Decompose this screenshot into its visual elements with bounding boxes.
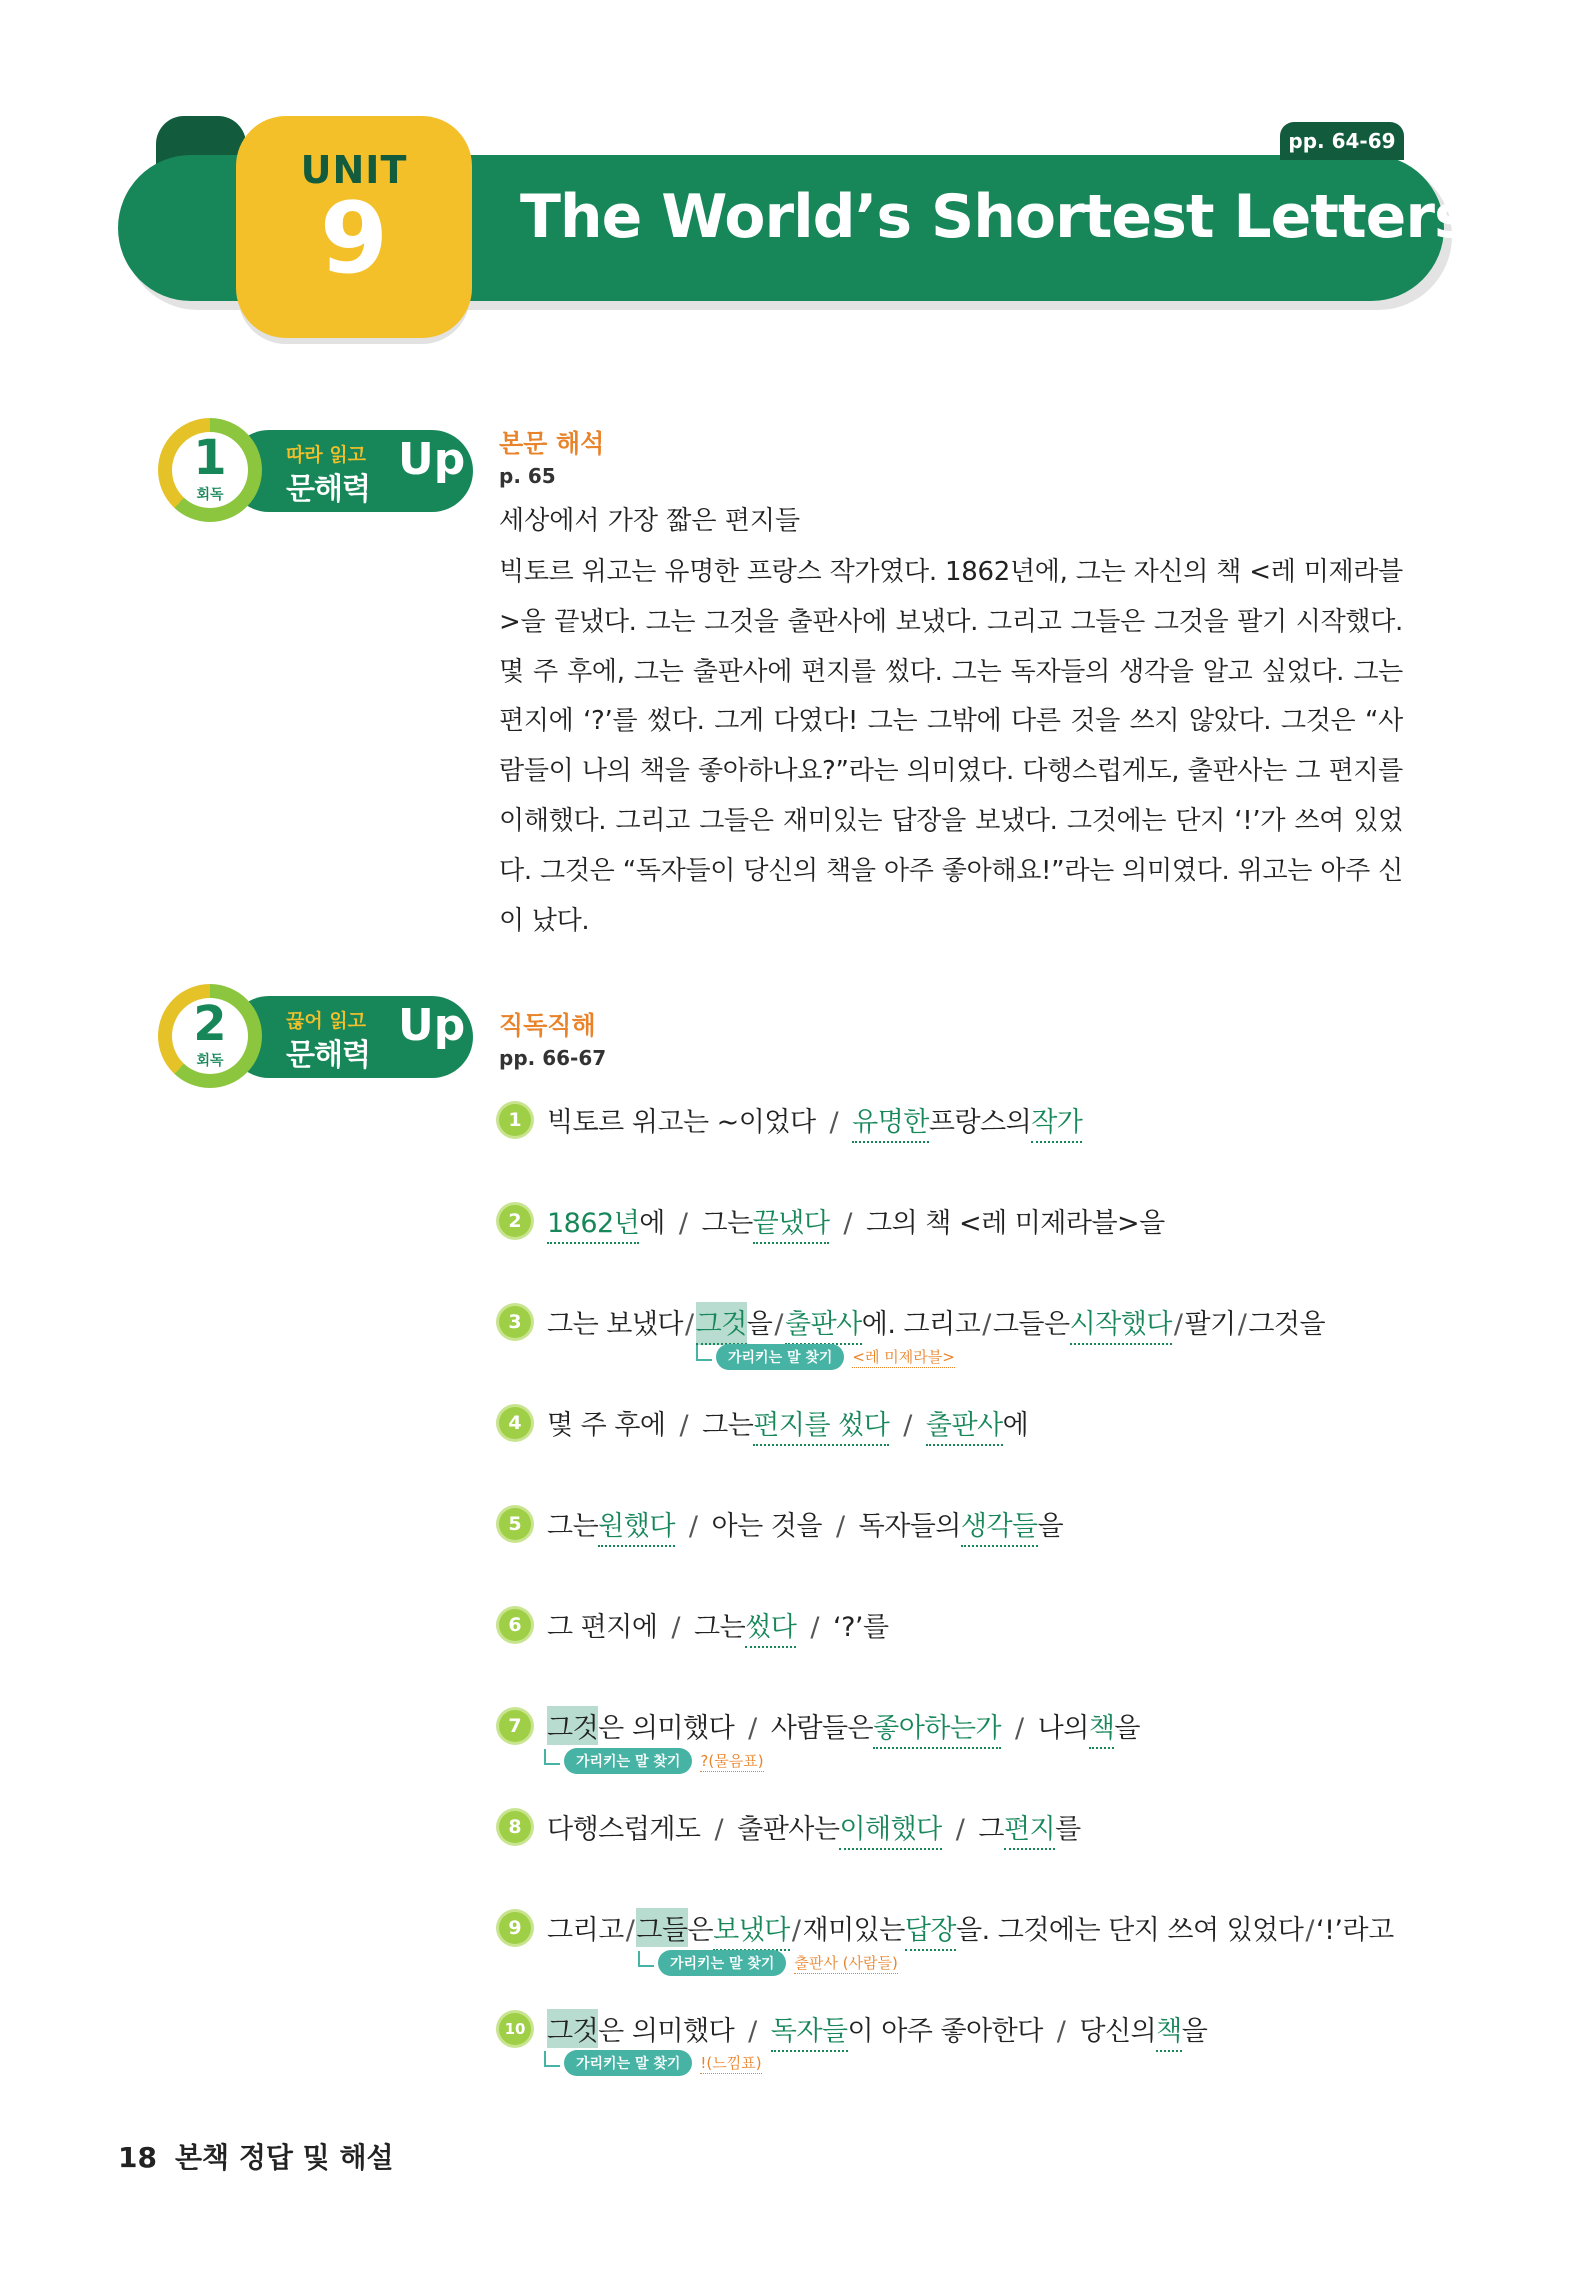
section2-pages: pp. 66-67 (499, 1046, 607, 1070)
chunk-text: 그는 (701, 1208, 753, 1239)
section2-heading: 직독직해 (499, 1011, 596, 1040)
slash-separator: / (1015, 1713, 1024, 1744)
chunk-text: 재미있는 (802, 1915, 905, 1946)
chunk-text: 독자들의 (858, 1511, 961, 1542)
arrow-icon (544, 1749, 560, 1765)
key-word: 책 (1156, 2009, 1182, 2052)
key-word: 1862년 (547, 1201, 639, 1244)
slash-separator: / (791, 1915, 801, 1946)
chunk-text: 이 아주 좋아한다 (847, 2016, 1043, 2047)
key-word: 작가 (1031, 1100, 1082, 1143)
chunk-text: 에 (1002, 1410, 1029, 1441)
chunk-text: 빅토르 위고는 ~이었다 (547, 1107, 816, 1138)
badge-up: Up (398, 1000, 466, 1051)
slash-separator: / (955, 1814, 965, 1845)
chunk-text: 그는 (547, 1511, 599, 1542)
chunk-text: 를 (1055, 1814, 1081, 1845)
chunk-text: 은 의미했다 (598, 2016, 735, 2047)
chunk-text: 은 (687, 1915, 714, 1946)
chunk-line (547, 1807, 1081, 1850)
hint-pill: 가리키는 말 찾기 (658, 1950, 786, 1976)
section1-heading: 본문 해석 (499, 429, 605, 458)
slash-separator: / (829, 1107, 839, 1138)
chunk-text: 을 (1114, 1713, 1140, 1744)
referent-word: 그것 (696, 1302, 747, 1345)
chunk-text: 을 (1037, 1511, 1064, 1542)
key-word: 답장 (905, 1908, 956, 1951)
arrow-icon (696, 1345, 712, 1361)
slash-separator: / (1305, 1915, 1314, 1946)
chunk-line (547, 1403, 1028, 1446)
key-word: 편지 (1004, 1807, 1055, 1850)
badge-sub: 회독 (196, 1053, 224, 1069)
unit-label: UNIT (300, 148, 408, 192)
unit-title: The World’s Shortest Letters (520, 182, 1469, 252)
referent-hint-3 (696, 1344, 955, 1370)
referent-word: 그것 (547, 2009, 598, 2048)
key-word: 이해했다 (839, 1807, 941, 1850)
chunk-text: 그것을 (1248, 1309, 1326, 1340)
footer-label: 본책 정답 및 해설 (174, 2141, 394, 2174)
number-flower-icon: 1 (499, 1104, 531, 1136)
chunk-text: 당신의 (1079, 2016, 1157, 2047)
key-word: 끝냈다 (753, 1201, 830, 1244)
chunk-text: 그의 책 <레 미제라블>을 (866, 1208, 1165, 1239)
badge-number: 1 (193, 430, 227, 486)
key-word: 생각들 (961, 1504, 1038, 1547)
badge-line2: 문해력 (286, 1038, 370, 1073)
key-word: 원했다 (598, 1504, 675, 1547)
section2-badge (158, 984, 468, 1088)
chunk-text: 그 편지에 (547, 1612, 658, 1643)
key-word: 시작했다 (1070, 1302, 1172, 1345)
hint-pill: 가리키는 말 찾기 (564, 1748, 692, 1774)
chunk-line (547, 1706, 1140, 1749)
chunk-text: 그리고 (547, 1915, 624, 1946)
key-word: 유명한 (852, 1100, 929, 1143)
unit-number: 9 (319, 182, 389, 296)
slash-separator: / (1173, 1309, 1183, 1340)
chunk-text: 사람들은 (770, 1713, 874, 1744)
number-flower-icon: 2 (499, 1205, 531, 1237)
number-flower-icon: 6 (499, 1609, 531, 1641)
slash-separator: / (1237, 1309, 1247, 1340)
chunk-text: ‘?’를 (832, 1612, 889, 1643)
key-word: 좋아하는가 (873, 1706, 1001, 1749)
chunk-text: 몇 주 후에 (547, 1410, 666, 1441)
slash-separator: / (774, 1309, 783, 1340)
key-word: 독자들 (771, 2009, 848, 2052)
chunk-line (547, 1201, 1165, 1244)
badge-number: 2 (193, 996, 227, 1052)
slash-separator: / (625, 1915, 635, 1946)
chunk-text: 은 의미했다 (598, 1713, 735, 1744)
slash-separator: / (685, 1309, 694, 1340)
hint-pill: 가리키는 말 찾기 (716, 1344, 844, 1370)
chunk-text: 그는 (694, 1612, 746, 1643)
chunk-text: 을. 그것에는 단지 쓰여 있었다 (955, 1915, 1304, 1946)
key-word: 책 (1089, 1706, 1115, 1749)
number-flower-icon: 3 (499, 1306, 531, 1338)
key-word: 썼다 (745, 1605, 796, 1648)
translation-title: 세상에서 가장 짧은 편지들 (499, 506, 801, 536)
section1-badge (158, 418, 468, 522)
badge-line1: 따라 읽고 (286, 444, 367, 466)
chunk-text: 을 (746, 1309, 773, 1340)
chunk-line (547, 1302, 1325, 1345)
number-flower-icon: 5 (499, 1508, 531, 1540)
slash-separator: / (1056, 2016, 1066, 2047)
slash-separator: / (714, 1814, 724, 1845)
chunk-text: 그들은 (992, 1309, 1070, 1340)
badge-up: Up (398, 434, 466, 485)
page-footer (118, 2136, 394, 2176)
slash-separator: / (982, 1309, 991, 1340)
slash-separator: / (748, 1713, 757, 1744)
slash-separator: / (748, 2016, 757, 2047)
slash-separator: / (843, 1208, 853, 1239)
chunk-text: ‘!’라고 (1316, 1915, 1394, 1946)
number-flower-icon: 8 (499, 1811, 531, 1843)
section1-pages: p. 65 (499, 464, 556, 488)
chunk-text: 나의 (1037, 1713, 1089, 1744)
chunk-text: 그는 보냈다 (547, 1309, 683, 1340)
slash-separator: / (835, 1511, 845, 1542)
translation-body: 빅토르 위고는 유명한 프랑스 작가였다. 1862년에, 그는 자신의 책 <레 미제라블>을 끝냈다. 그는 그것을 출판사에 보냈다. 그리고 그들은 그것을 팔기 시작했다. 몇 주 후에, 그는 출판사에 편지를 썼다. 그는 독자들의 생각을 알고 싶었다. 그는 편지에 ‘?’를 썼다. 그게 다였다! 그는 그밖에 다른 것을 쓰지 않았다. 그것은 “사람들이 나의 책을 좋아하나요?”라는 의미였다. 다행스럽게도, 출판사는 그 편지를 이해했다. 그리고 그들은 재미있는 답장을 보냈다. 그것에는 단지 ‘!’가 쓰여 있었다. 그것은 “독자들이 당신의 책을 아주 좋아해요!”라는 의미였다. 위고는 아주 신이 났다. (499, 557, 1403, 936)
badge-sub: 회독 (196, 487, 224, 503)
chunk-text: 그는 (702, 1410, 754, 1441)
key-word: 출판사 (926, 1403, 1003, 1446)
chunk-text: 팔기 (1184, 1309, 1236, 1340)
hint-answer: ?(물음표) (700, 1752, 764, 1770)
hint-answer: <레 미제라블> (852, 1348, 955, 1366)
number-flower-icon: 7 (499, 1710, 531, 1742)
chunk-line (547, 1908, 1394, 1951)
chunk-text: 아는 것을 (711, 1511, 822, 1542)
chunk-line (547, 1605, 889, 1648)
number-flower-icon: 10 (499, 2013, 531, 2045)
arrow-icon (544, 2051, 560, 2067)
badge-line1: 끊어 읽고 (286, 1010, 367, 1032)
number-flower-icon: 4 (499, 1407, 531, 1439)
chunk-text: 에. 그리고 (861, 1309, 981, 1340)
hint-pill: 가리키는 말 찾기 (564, 2050, 692, 2076)
chunk-text: 프랑스의 (928, 1107, 1032, 1138)
chunk-line (547, 1504, 1063, 1547)
arrow-icon (638, 1951, 654, 1967)
number-flower-icon: 9 (499, 1912, 531, 1944)
referent-hint-10 (544, 2050, 762, 2076)
chunk-text: 에 (639, 1208, 665, 1239)
slash-separator: / (679, 1410, 689, 1441)
slash-separator: / (678, 1208, 688, 1239)
badge-line2: 문해력 (286, 472, 370, 507)
slash-separator: / (688, 1511, 698, 1542)
chunk-text: 출판사는 (737, 1814, 840, 1845)
hint-answer: 출판사 (사람들) (794, 1954, 898, 1972)
referent-hint-9 (638, 1950, 898, 1976)
referent-hint-7 (544, 1748, 764, 1774)
chunk-text: 그 (978, 1814, 1004, 1845)
referent-word: 그들 (636, 1908, 687, 1947)
page-number: 18 (118, 2141, 157, 2174)
page-range-badge: pp. 64-69 (1280, 122, 1404, 160)
slash-separator: / (903, 1410, 912, 1441)
slash-separator: / (671, 1612, 681, 1643)
chunk-line (547, 1100, 1082, 1143)
referent-word: 그것 (547, 1706, 598, 1745)
slash-separator: / (810, 1612, 819, 1643)
key-word: 편지를 썼다 (753, 1403, 889, 1446)
unit-box (236, 116, 472, 338)
key-word: 출판사 (785, 1302, 862, 1345)
chunk-line (547, 2009, 1207, 2052)
hint-answer: !(느낌표) (700, 2054, 762, 2072)
chunk-text: 을 (1181, 2016, 1208, 2047)
chunk-text: 다행스럽게도 (547, 1814, 701, 1845)
key-word: 보냈다 (713, 1908, 790, 1951)
